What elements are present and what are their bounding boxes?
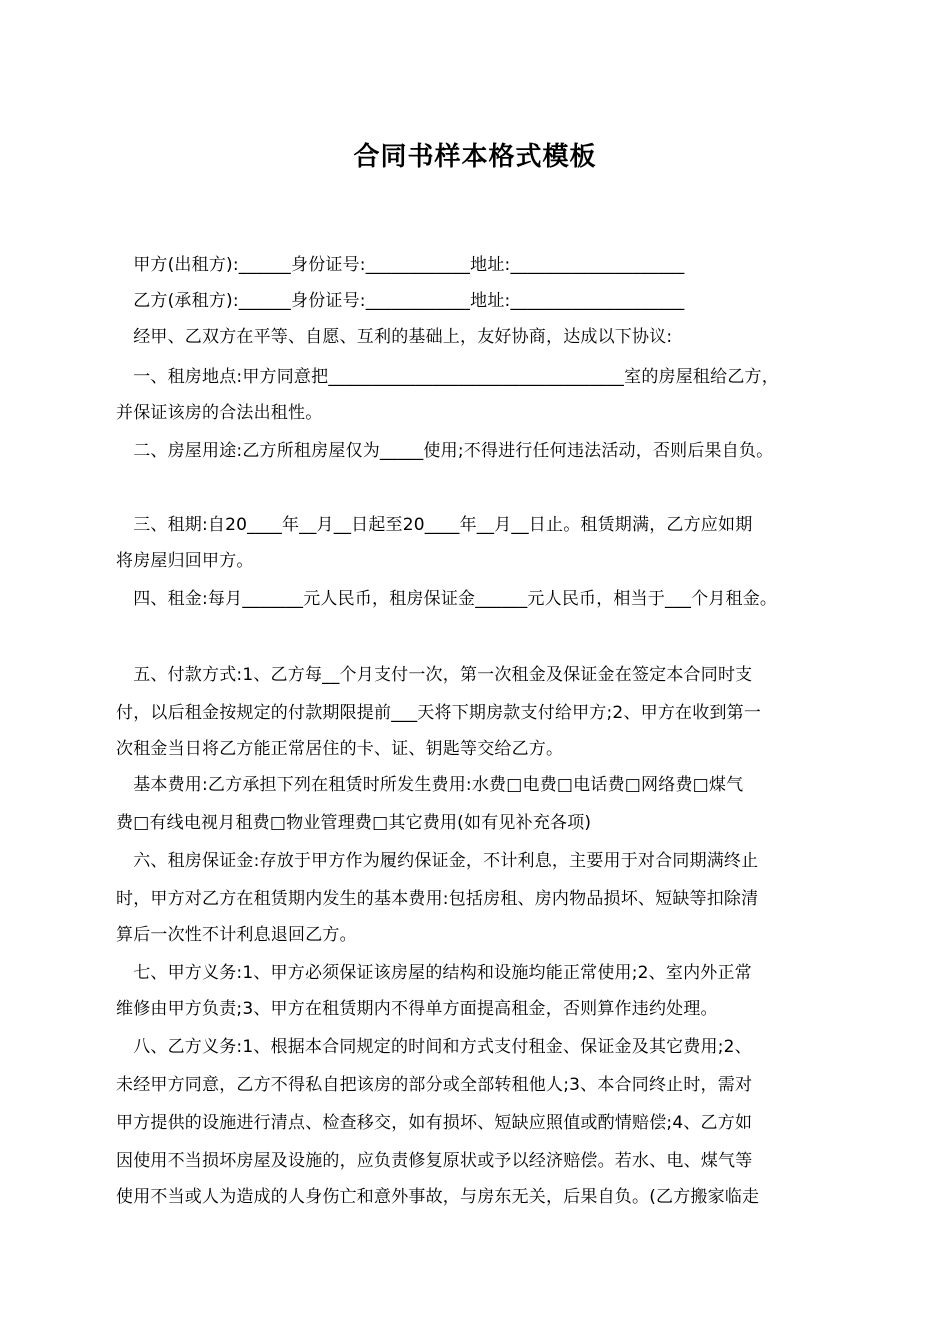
fees-line-1: 基本费用:乙方承担下列在租赁时所发生费用:水费□电费□电话费□网络费□煤气	[116, 775, 744, 795]
clause-8-line-3: 甲方提供的设施进行清点、检查移交，如有损坏、短缺应照值或酌情赔偿;4、乙方如	[116, 1113, 753, 1133]
clause-5-line-2: 付，以后租金按规定的付款期限提前___天将下期房款支付给甲方;2、甲方在收到第一	[116, 703, 762, 723]
clause-7-line-1: 七、甲方义务:1、甲方必须保证该房屋的结构和设施均能正常使用;2、室内外正常	[116, 963, 752, 983]
party-a-line: 甲方(出租方):______身份证号:____________地址:____________________	[116, 255, 685, 275]
clause-6-line-3: 算后一次性不计利息退回乙方。	[116, 925, 357, 945]
clause-4-line: 四、租金:每月_______元人民币，租房保证金______元人民币，相当于___个月租金。	[116, 589, 778, 609]
clause-6-line-1: 六、租房保证金:存放于甲方作为履约保证金，不计利息，主要用于对合同期满终止	[116, 851, 759, 871]
clause-8-line-4: 因使用不当损坏房屋及设施的，应负责修复原状或予以经济赔偿。若水、电、煤气等	[116, 1151, 753, 1171]
clause-8-line-1: 八、乙方义务:1、根据本合同规定的时间和方式支付租金、保证金及其它费用;2、	[116, 1037, 752, 1057]
clause-3-line-2: 将房屋归回甲方。	[116, 551, 254, 571]
clause-8-line-2: 未经甲方同意，乙方不得私自把该房的部分或全部转租他人;3、本合同终止时，需对	[116, 1075, 753, 1095]
clause-3-line-1: 三、租期:自20____年__月__日起至20____年__月__日止。租赁期满，乙方应如期	[116, 515, 753, 535]
clause-7-line-2: 维修由甲方负责;3、甲方在租赁期内不得单方面提高租金，否则算作违约处理。	[116, 999, 718, 1019]
fees-line-2: 费□有线电视月租费□物业管理费□其它费用(如有见补充各项)	[116, 813, 592, 833]
clause-5-line-1: 五、付款方式:1、乙方每__个月支付一次，第一次租金及保证金在签定本合同时支	[116, 665, 753, 685]
clause-1-line-2: 并保证该房的合法出租性。	[116, 403, 323, 423]
intro-line: 经甲、乙双方在平等、自愿、互利的基础上，友好协商，达成以下协议:	[116, 327, 673, 347]
clause-1-line-1: 一、租房地点:甲方同意把__________________________________室的房屋租给乙方，	[116, 367, 779, 387]
party-b-line: 乙方(承租方):______身份证号:____________地址:____________________	[116, 291, 685, 311]
page-title: 合同书样本格式模板	[353, 142, 597, 172]
clause-5-line-3: 次租金当日将乙方能正常居住的卡、证、钥匙等交给乙方。	[116, 739, 564, 759]
clause-2-line: 二、房屋用途:乙方所租房屋仅为_____使用;不得进行任何违法活动，否则后果自负。	[116, 441, 774, 461]
clause-8-line-5: 使用不当或人为造成的人身伤亡和意外事故，与房东无关，后果自负。(乙方搬家临走	[116, 1187, 760, 1207]
clause-6-line-2: 时，甲方对乙方在租赁期内发生的基本费用:包括房租、房内物品损坏、短缺等扣除清	[116, 889, 759, 909]
